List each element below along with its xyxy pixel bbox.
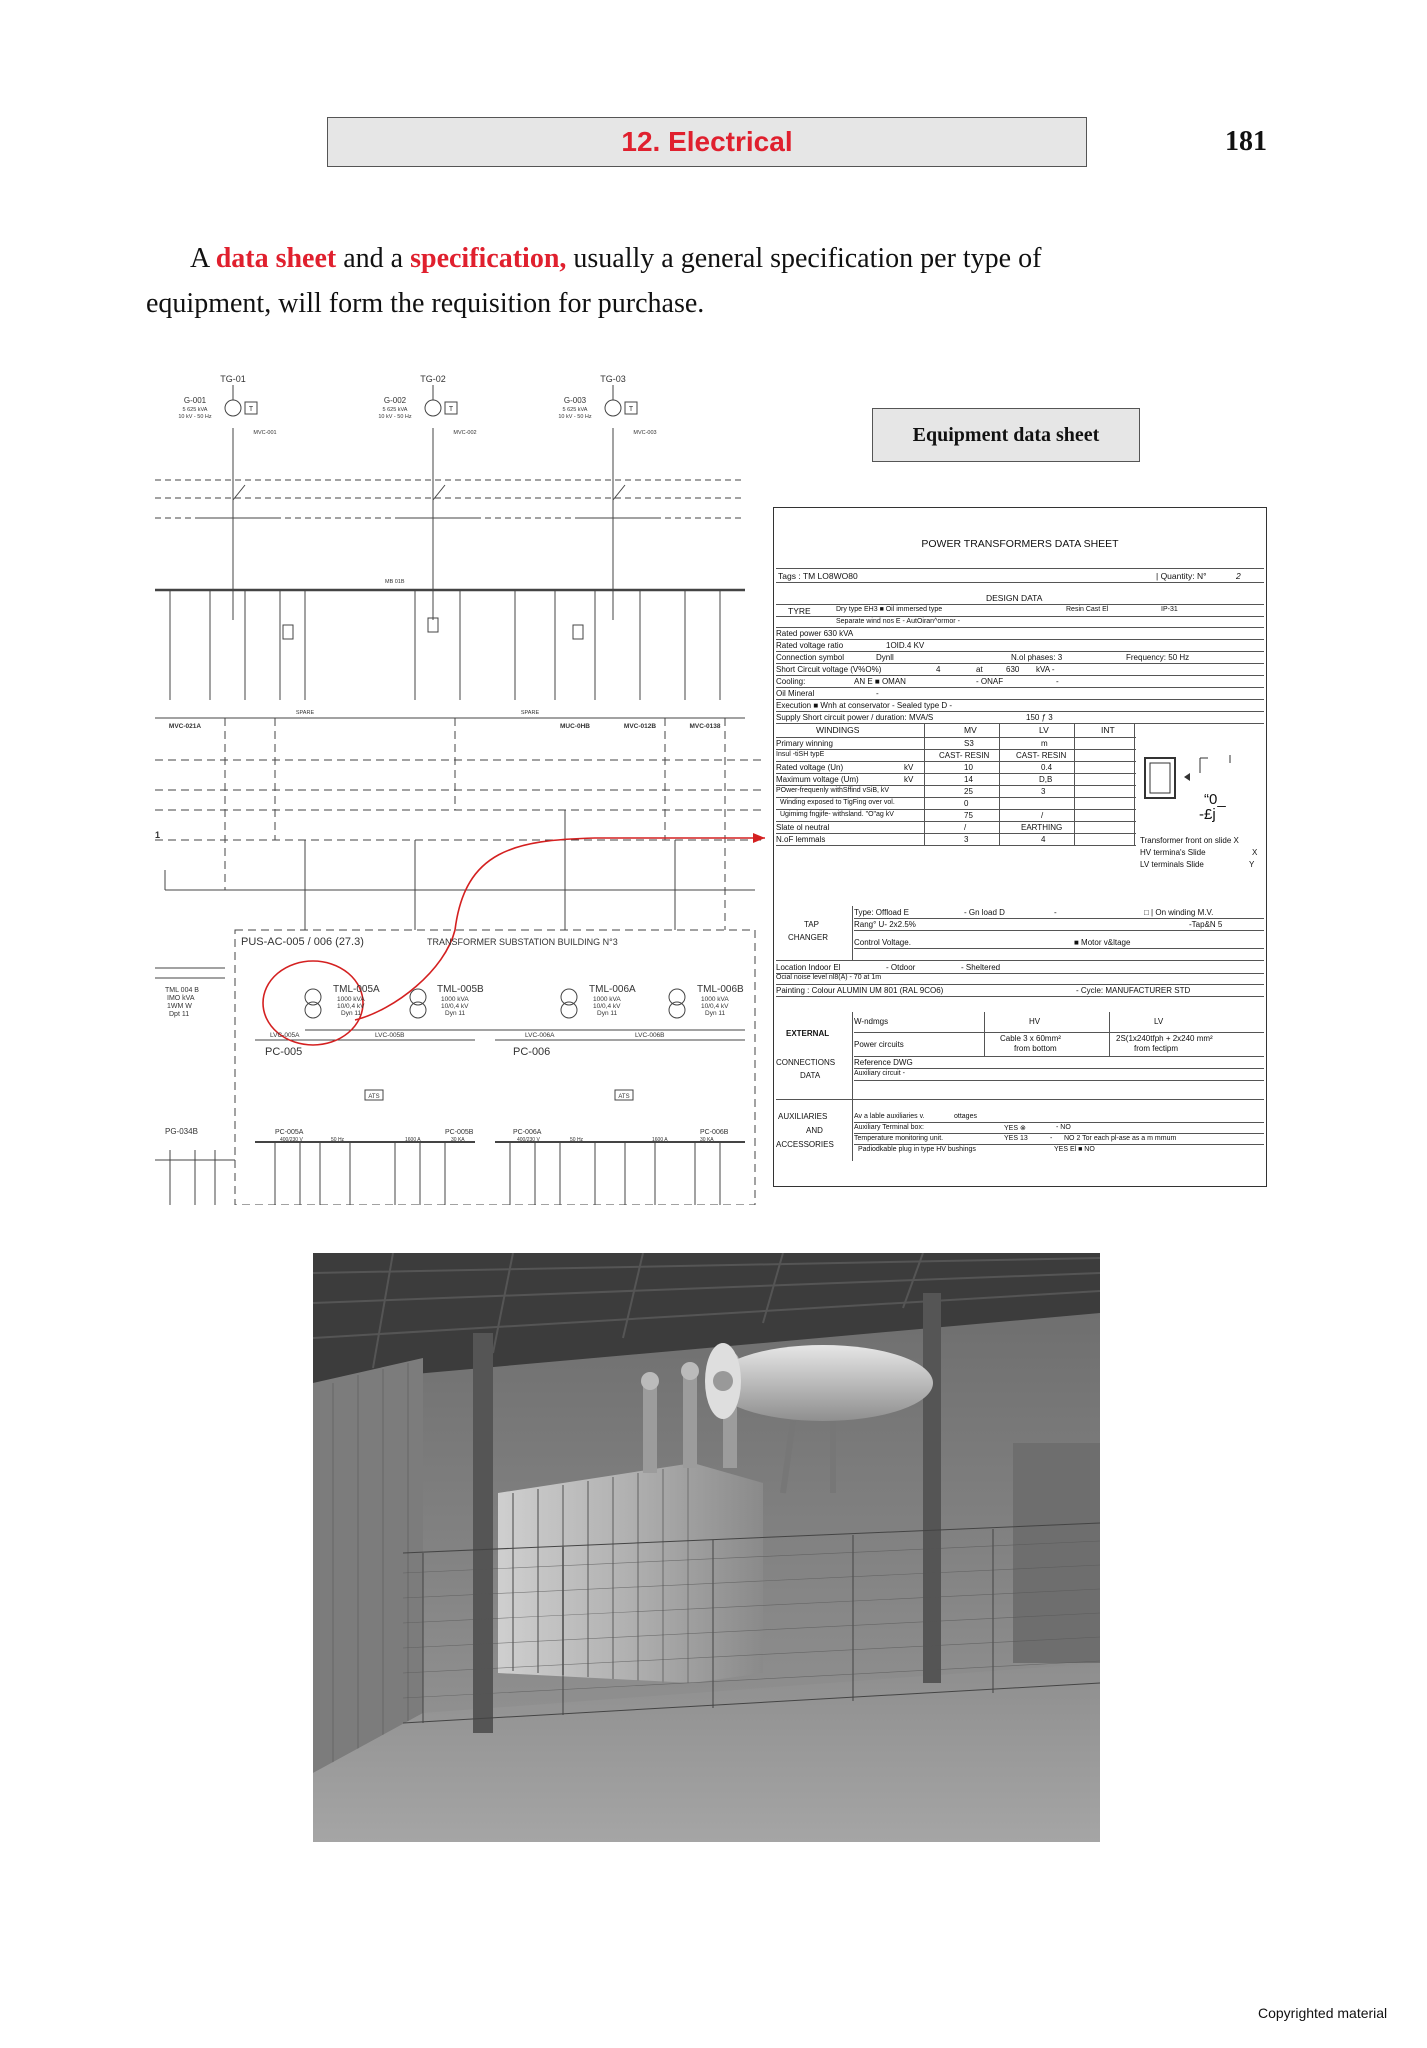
winding-lv: /: [1041, 811, 1044, 820]
copyright-notice: Copyrighted material: [1258, 2005, 1388, 2021]
symbol-text: -£j: [1199, 806, 1216, 823]
transformer-voltage: 10/0,4 kV: [337, 1003, 365, 1010]
pc-spec: 50 Hz: [570, 1137, 584, 1143]
pc-spec: 400/230 V: [517, 1137, 540, 1143]
connection-label: Connection symbol: [776, 653, 845, 662]
hv-header: HV: [1029, 1017, 1041, 1026]
and-label: AND: [806, 1126, 823, 1135]
spare-label: SPARE: [295, 710, 315, 716]
external-header-row: [854, 1012, 1264, 1033]
tap-value: -: [1054, 908, 1057, 917]
spare-label: SPARE: [520, 710, 540, 716]
winding-mv: 75: [964, 811, 973, 820]
data-label: DATA: [800, 1071, 821, 1080]
ip-rating: IP-31: [1161, 606, 1178, 613]
transformer-voltage: 10/0,4 kV: [441, 1003, 469, 1010]
building-label: PUS-AC-005 / 006 (27.3): [241, 936, 364, 948]
pc-spec: 50 Hz: [331, 1137, 345, 1143]
winding-row: [776, 833, 1136, 846]
transformer-rating: 1000 kVA: [593, 996, 621, 1003]
winding-label: Maximum voltage (Um): [776, 775, 859, 784]
tap-value: Rang° U- 2x2.5%: [854, 920, 916, 929]
type-value: Resin Cast El: [1066, 606, 1109, 613]
tap-value: □ | On winding M.V.: [1144, 908, 1214, 917]
pc-spec: 400/230 V: [280, 1137, 303, 1143]
side-label: LV terminals Slide: [1140, 860, 1204, 869]
windings-label: W-ndmgs: [854, 1017, 889, 1026]
supply-label: Supply Short circuit power / duration: MVA/S: [776, 713, 934, 722]
symbol-text: “0_: [1204, 791, 1226, 808]
tap-row: [854, 918, 1264, 931]
winding-lv: EARTHING: [1021, 823, 1063, 832]
transformer-voltage: 10/0,4 kV: [701, 1003, 729, 1010]
winding-label: Insul -tiSH typE: [776, 751, 825, 758]
acc-value: -: [1050, 1135, 1053, 1142]
sc-value: kVA -: [1036, 665, 1055, 674]
side-label: Transformer front on slide X: [1140, 836, 1239, 845]
winding-lv: D,B: [1039, 775, 1053, 784]
changer-label: CHANGER: [788, 933, 829, 942]
gen-tag: TG-01: [220, 374, 246, 384]
acc-value: NO 2 Tor each pl-ase as a m mmum: [1064, 1135, 1177, 1142]
noise-value: Ocial noise level nl8(A) - 70 at 1m: [776, 974, 882, 981]
bus-label: MVC-001: [253, 430, 277, 436]
execution-value: Execution ■ Wnh at conservator - Sealed type D -: [776, 701, 953, 710]
substation-label: TRANSFORMER SUBSTATION BUILDING N°3: [427, 937, 618, 947]
cycle-value: - Cycle: MANUFACTURER STD: [1076, 986, 1191, 995]
sc-value: 4: [936, 665, 941, 674]
intro-paragraph: [146, 236, 1146, 326]
lv-header: LV: [1039, 725, 1049, 735]
intro-text: usually a general specification per type of: [566, 243, 1042, 274]
supply-value: 150 ƒ 3: [1026, 713, 1053, 722]
winding-mv: S3: [964, 739, 974, 748]
tap-value: - Gn load D: [964, 908, 1005, 917]
bus-label: MVC-002: [453, 430, 477, 436]
gen-rating: 5 625 kVA: [182, 407, 208, 413]
marker-label: 1: [155, 830, 161, 840]
acc-value: YES ⊗: [1004, 1125, 1026, 1132]
gen-rating: 5 625 kVA: [562, 407, 588, 413]
acc-label: Av a lable auxiliaries v.: [854, 1113, 925, 1120]
intro-text: equipment, will form the requisition for purchase.: [146, 288, 705, 319]
transformer-photo: [313, 1253, 1100, 1842]
transformer-symbol: T: [448, 406, 454, 413]
acc-label: Temperature monitoring unit.: [854, 1135, 944, 1142]
accessories-label: ACCESSORIES: [776, 1140, 834, 1149]
lv-cable: 2S(1x240tfph + 2x240 mm²: [1116, 1034, 1213, 1043]
winding-mv: /: [964, 823, 967, 832]
winding-unit: kV: [904, 775, 914, 784]
transformer-vector: Dyn 11: [705, 1010, 726, 1017]
mv-header: MV: [964, 725, 977, 735]
feeder-label: MVC-0138: [689, 723, 721, 730]
transformer-rating: 1000 kVA: [701, 996, 729, 1003]
lvc-label: LVC-006B: [635, 1032, 665, 1039]
winding-label: Winding exposed to TigFing over vol.: [780, 799, 895, 806]
winding-lv: 3: [1041, 787, 1046, 796]
gen-label: G-002: [383, 396, 407, 405]
transformer-symbol: T: [628, 406, 634, 413]
transformer-vector: Dyn 11: [341, 1010, 362, 1017]
power-circuits-row: [854, 1032, 1264, 1057]
winding-mv: 25: [964, 787, 973, 796]
int-header: INT: [1101, 725, 1115, 735]
winding-unit: kV: [904, 763, 914, 772]
cooling-value: -: [1056, 677, 1059, 686]
windings-header: WINDINGS: [816, 725, 860, 735]
gen-voltage: 10 kV - 50 Hz: [178, 414, 212, 420]
transformer-tag: TML-006B: [697, 984, 744, 995]
winding-label: POwer-frequenly withSffind vSiB, kV: [776, 787, 890, 794]
side-value: Y: [1249, 860, 1255, 869]
bus-tie-label: MB 01B: [385, 579, 405, 585]
transformer-vector: Dyn 11: [597, 1010, 618, 1017]
winding-lv: 0.4: [1041, 763, 1053, 772]
gen-label: G-001: [183, 396, 207, 405]
location-value: - Otdoor: [886, 963, 916, 972]
equipment-data-sheet-label: Equipment data sheet: [872, 408, 1140, 462]
winding-lv: CAST- RESIN: [1016, 751, 1067, 760]
tags-value: Tags : TM LO8WO80: [778, 571, 858, 581]
acc-label: Padiodkable plug in type HV bushings: [858, 1146, 976, 1153]
external-label: EXTERNAL: [786, 1029, 830, 1038]
acc-value: YES 13: [1004, 1135, 1028, 1142]
tap-value: ■ Motor v&ltage: [1074, 938, 1131, 947]
quantity-value: 2: [1236, 571, 1241, 581]
pc-spec: 30 KA: [451, 1137, 465, 1143]
tap-label: TAP: [804, 920, 819, 929]
aux-circuit-row: [854, 1068, 1264, 1081]
gen-voltage: 10 kV - 50 Hz: [558, 414, 592, 420]
ats-label: ATS: [368, 1094, 380, 1100]
rated-ratio-label: Rated voltage ratio: [776, 641, 844, 650]
pc-sub-label: PC-006A: [513, 1129, 542, 1136]
highlight-data-sheet: data sheet: [215, 243, 337, 274]
auxiliaries-label: AUXILIARIES: [778, 1112, 828, 1121]
oil-value: -: [876, 689, 879, 698]
intro-text: and a: [336, 243, 411, 274]
tap-value: Control Voltage.: [854, 938, 911, 947]
pc-spec: 1600 A: [405, 1137, 421, 1143]
short-circuit-label: Short Circuit voltage (V%O%): [776, 665, 882, 674]
winding-mv: 14: [964, 775, 973, 784]
design-data-heading: DESIGN DATA: [986, 593, 1043, 603]
highlight-specification: specification,: [410, 243, 567, 274]
lvc-label: LVC-005B: [375, 1032, 405, 1039]
gen-label: G-003: [563, 396, 587, 405]
cooling-value: AN E ■ OMAN: [854, 677, 906, 686]
pc-spec: 1600 A: [652, 1137, 668, 1143]
left-label: TML 004 B: [165, 987, 199, 994]
painting-value: Painting : Colour ALUMIN UM 801 (RAL 9CO6): [776, 986, 944, 995]
winding-label: Slate ol neutral: [776, 823, 830, 832]
ref-dwg-label: Reference DWG: [854, 1058, 913, 1067]
winding-mv: CAST- RESIN: [939, 751, 990, 760]
tap-value: -Tap&N 5: [1189, 920, 1223, 929]
datasheet-title: POWER TRANSFORMERS DATA SHEET: [921, 538, 1119, 550]
single-line-diagram: [155, 370, 765, 1205]
acc-value: YES El ■ NO: [1054, 1146, 1095, 1153]
left-label: IMO kVA: [167, 995, 195, 1002]
pg-label: PG-034B: [165, 1127, 198, 1136]
transformer-symbol: T: [248, 406, 254, 413]
pc-label: PC-005: [265, 1046, 303, 1058]
tap-row: [854, 936, 1264, 949]
pc-sub-label: PC-005B: [445, 1129, 474, 1136]
transformer-rating: 1000 kVA: [441, 996, 469, 1003]
transformer-rating: 1000 kVA: [337, 996, 365, 1003]
frequency-value: Frequency: 50 Hz: [1126, 653, 1190, 662]
acc-value: ottages: [954, 1113, 977, 1120]
design-data-row: [776, 591, 1264, 605]
winding-label: Primary winning: [776, 739, 833, 748]
winding-mv: 3: [964, 835, 969, 844]
side-value: X: [1252, 848, 1258, 857]
location-value: - Sheltered: [961, 963, 1001, 972]
pc-sub-label: PC-006B: [700, 1129, 729, 1136]
lv-header: LV: [1154, 1017, 1164, 1026]
winding-label: N.oF lemmals: [776, 835, 826, 844]
connections-label: CONNECTIONS: [776, 1058, 836, 1067]
winding-label: Rated voltage (Un): [776, 763, 844, 772]
hv-cable-entry: from bottom: [1014, 1044, 1057, 1053]
intro-text: A: [190, 243, 216, 274]
acc-row: [854, 1144, 1264, 1155]
winding-label: Ugimimg fngjife- withsland. "O"ag kV: [780, 811, 894, 818]
side-label: HV termina's Slide: [1140, 848, 1206, 857]
power-transformers-data-sheet: [773, 507, 1267, 1187]
phases-value: N.ol phases: 3: [1011, 653, 1063, 662]
power-circuits-label: Power circuits: [854, 1040, 904, 1049]
cooling-value: - ONAF: [976, 677, 1004, 686]
lvc-label: LVC-006A: [525, 1032, 555, 1039]
transformer-tag: TML-006A: [589, 984, 636, 995]
chapter-header: [327, 117, 1087, 167]
connection-value: Dynll: [876, 653, 894, 662]
tags-row: [776, 568, 1264, 583]
feeder-label: MUC-0HB: [560, 723, 590, 730]
transformer-tag: TML-005B: [437, 984, 484, 995]
pc-sub-label: PC-005A: [275, 1129, 304, 1136]
chapter-title: 12. Electrical: [621, 126, 793, 157]
winding-lv: m: [1041, 739, 1048, 748]
transformer-voltage: 10/0,4 kV: [593, 1003, 621, 1010]
tap-value: Type: Offload E: [854, 908, 909, 917]
bus-label: MVC-003: [633, 430, 657, 436]
winding-lv: 4: [1041, 835, 1046, 844]
feeder-label: MVC-012B: [623, 723, 657, 730]
gen-tag: TG-03: [600, 374, 626, 384]
acc-value: - NO: [1056, 1124, 1071, 1131]
sc-value: at: [976, 665, 983, 674]
gen-tag: TG-02: [420, 374, 446, 384]
lv-cable-entry: from fectipm: [1134, 1044, 1179, 1053]
rated-ratio-value: 1OID.4 KV: [886, 641, 925, 650]
winding-mv: 0: [964, 799, 969, 808]
gen-voltage: 10 kV - 50 Hz: [378, 414, 412, 420]
lvc-label: LVC-005A: [270, 1032, 300, 1039]
quantity-label: | Quantity: N°: [1156, 571, 1207, 581]
aux-circuit-label: Auxiliary circuit -: [854, 1070, 905, 1077]
ats-label: ATS: [618, 1094, 630, 1100]
winding-mv: 10: [964, 763, 973, 772]
rated-power: Rated power 630 kVA: [776, 629, 854, 638]
transformer-tag: TML-005A: [333, 984, 380, 995]
left-label: 1WM W: [167, 1003, 192, 1010]
transformer-vector: Dyn 11: [445, 1010, 466, 1017]
type-value: Dry type EH3 ■ Oil immersed type: [836, 606, 943, 613]
page-number: 181: [1225, 126, 1267, 157]
left-label: Dpt 11: [169, 1011, 190, 1018]
cooling-label: Cooling:: [776, 677, 806, 686]
painting-row: [776, 984, 1264, 997]
type-value: Separate wind nos E - AutOiran^ormor -: [836, 618, 960, 625]
windings-header-row: [776, 723, 1136, 738]
feeder-label: MVC-021A: [168, 723, 202, 730]
pc-label: PC-006: [513, 1046, 551, 1058]
oil-label: Oil Mineral: [776, 689, 815, 698]
type-label: TYRE: [788, 606, 811, 616]
location-value: Location Indoor El: [776, 963, 841, 972]
sc-value: 630: [1006, 665, 1020, 674]
hv-cable: Cable 3 x 60mm²: [1000, 1034, 1061, 1043]
gen-rating: 5 625 kVA: [382, 407, 408, 413]
pc-spec: 30 KA: [700, 1137, 714, 1143]
acc-label: Auxiliary Terminal box:: [854, 1124, 924, 1131]
